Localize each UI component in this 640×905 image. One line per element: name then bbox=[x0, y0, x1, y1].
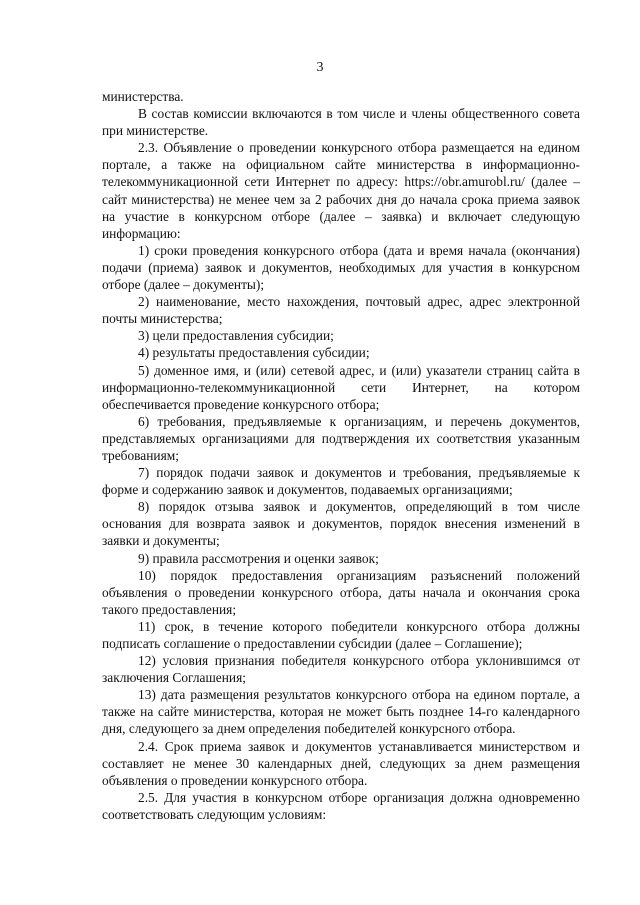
list-item-5: 5) доменное имя, и (или) сетевой адрес, и (или) указатели страниц сайта в информационно-телекоммуникационной сети Интернет, на котором обеспечивается проведение конкурсного отбора; bbox=[102, 362, 580, 412]
document-body bbox=[102, 88, 580, 823]
list-item-6: 6) требования, предъявляемые к организациям, и перечень документов, представляемых организациями для подтверждения их соответствия указанным требованиям; bbox=[102, 413, 580, 463]
list-item-3: 3) цели предоставления субсидии; bbox=[138, 328, 334, 344]
list-item-1: 1) сроки проведения конкурсного отбора (дата и время начала (окончания) подачи (приема) заявок и документов, необходимых для участия в конкурсном отборе (далее – документы); bbox=[102, 242, 580, 293]
list-item-13: 13) дата размещения результатов конкурсного отбора на едином портале, а также на сайте министерства, которая не может быть позднее 14-го календарного дня, следующего за днем определения победителей конкурсного отбора. bbox=[102, 687, 580, 737]
paragraph-2-5: 2.5. Для участия в конкурсном отборе организация должна одновременно соответствовать следующим условиям: bbox=[102, 789, 580, 822]
paragraph-2-3: 2.3. Объявление о проведении конкурсного отбора размещается на едином портале, а также на официальном сайте министерства в информационно-телекоммуникационной сети Интернет по адресу: https://obr.amurobl.ru/ (далее – сайт министерства) не менее чем за 2 рабочих дня до начала срока приема заявок на участие в конкурсном отборе (далее – заявка) и включает следующую информацию: bbox=[102, 140, 580, 241]
list-item-7: 7) порядок подачи заявок и документов и требования, предъявляемые к форме и содержанию заявок и документов, подаваемых организациями; bbox=[102, 465, 580, 498]
list-item-11: 11) срок, в течение которого победители конкурсного отбора должны подписать соглашение о предоставлении субсидии (далее – Соглашение); bbox=[102, 618, 580, 651]
list-item-10: 10) порядок предоставления организациям разъяснений положений объявления о проведении конкурсного отбора, даты начала и окончания срока такого предоставления; bbox=[102, 567, 580, 617]
paragraph-2-4: 2.4. Срок приема заявок и документов устанавливается министерством и составляет не менее 30 календарных дней, следующих за днем размещения объявления о проведении конкурсного отбора. bbox=[102, 738, 580, 788]
list-item-4: 4) результаты предоставления субсидии; bbox=[138, 345, 370, 361]
list-item-2: 2) наименование, место нахождения, почтовый адрес, адрес электронной почты министерства; bbox=[102, 294, 580, 327]
list-item-12: 12) условия признания победителя конкурсного отбора уклонившимся от заключения Соглашения; bbox=[102, 653, 580, 686]
list-item-9: 9) правила рассмотрения и оценки заявок; bbox=[138, 550, 379, 566]
paragraph-commission: В состав комиссии включаются в том числе и члены общественного совета при министерстве. bbox=[102, 106, 580, 139]
list-item-8: 8) порядок отзыва заявок и документов, определяющий в том числе основания для возврата заявок и документов, порядок внесения изменений в заявки и документы; bbox=[102, 499, 580, 549]
page-number: 3 bbox=[316, 60, 324, 75]
paragraph-continuation: министерства. bbox=[102, 89, 184, 104]
